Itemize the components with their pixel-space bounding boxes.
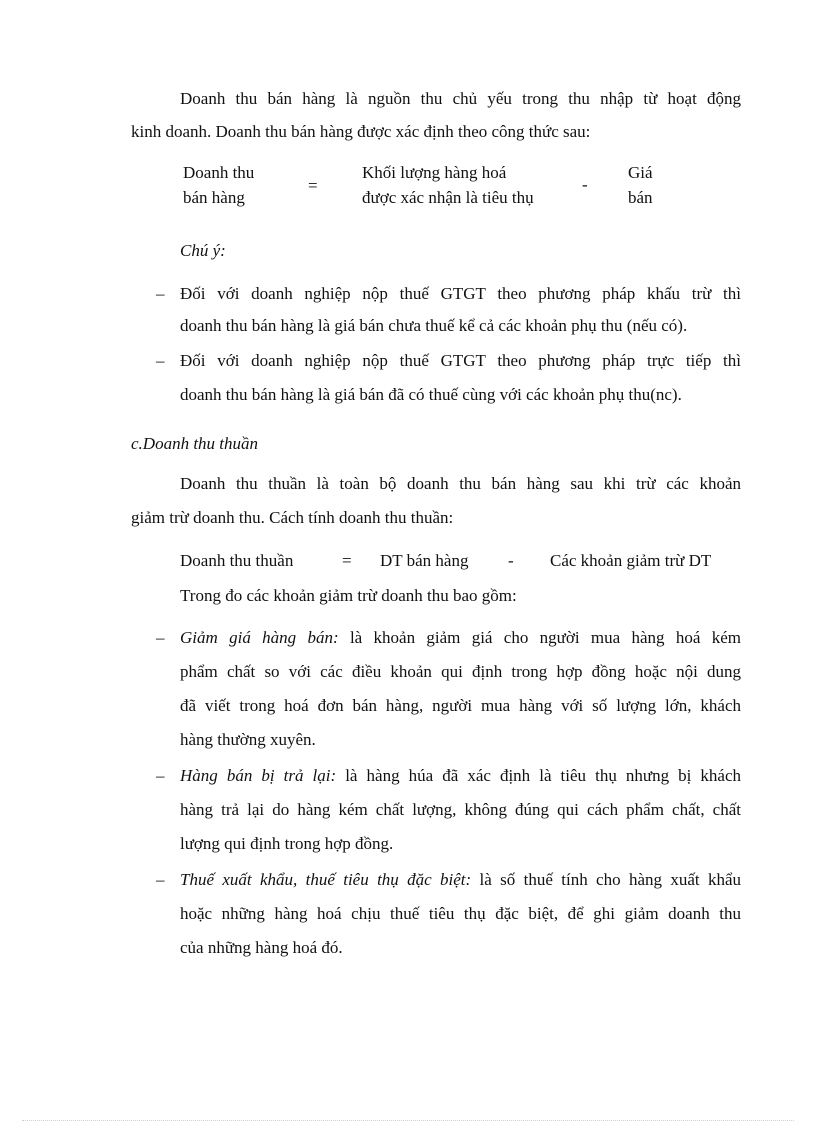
deduction-2-line1 [180, 765, 741, 787]
para1-line2: kinh doanh. Doanh thu bán hàng được xác định theo công thức sau: [131, 122, 591, 141]
formula1-mid-line2: được xác nhận là tiêu thụ [362, 188, 534, 207]
formula2-rhs: Các khoản giảm trừ DT [550, 551, 712, 570]
deductions-intro: Trong đo các khoản giảm trừ doanh thu bao gồm: [180, 586, 517, 605]
formula1-lhs-line1: Doanh thu [183, 163, 255, 182]
note-1-line2: doanh thu bán hàng là giá bán chưa thuế kể cả các khoản phụ thu (nếu có). [180, 316, 688, 335]
para2-line1: Doanh thu thuần là toàn bộ doanh thu bán hàng sau khi trừ các khoản [180, 474, 741, 493]
formula1-rhs-line1: Giá [628, 163, 653, 182]
deduction-2-line3: lượng qui định trong hợp đồng. [180, 834, 394, 853]
deduction-1-line3: đã viết trong hoá đơn bán hàng, người mua hàng với số lượng lớn, khách [180, 696, 741, 715]
deduction-2-term: Hàng bán bị trả lại: [180, 766, 337, 785]
deduction-3-line3: của những hàng hoá đó. [180, 938, 343, 957]
deduction-2-dash: – [156, 766, 165, 785]
deduction-3-line1-rest: là số thuế tính cho hàng xuất khẩu [471, 870, 741, 889]
note-2-line2: doanh thu bán hàng là giá bán đã có thuế cùng với các khoản phụ thu(nc). [180, 385, 682, 404]
page-bottom-rule [22, 1120, 794, 1121]
deduction-3-line2: hoặc những hàng hoá chịu thuế tiêu thụ đặc biệt, để ghi giảm doanh thu [180, 904, 741, 923]
deduction-3-line1 [180, 869, 741, 891]
note-2-dash: – [156, 351, 165, 370]
note-1-dash: – [156, 284, 165, 303]
deduction-2-line1-rest: là hàng húa đã xác định là tiêu thụ nhưng bị khách [336, 766, 741, 785]
deduction-1-dash: – [156, 628, 165, 647]
para2-line2: giảm trừ doanh thu. Cách tính doanh thu thuần: [131, 508, 454, 527]
formula1-mid-line1: Khối lượng hàng hoá [362, 163, 507, 182]
section-c-title: c.Doanh thu thuần [131, 434, 259, 453]
para1-line1: Doanh thu bán hàng là nguồn thu chủ yếu trong thu nhập từ hoạt động [180, 89, 741, 108]
deduction-1-line1-rest: là khoản giảm giá cho người mua hàng hoá kém [338, 628, 741, 647]
deduction-1-term: Giảm giá hàng bán: [180, 628, 339, 647]
deduction-2-line2: hàng trả lại do hàng kém chất lượng, không đúng qui cách phẩm chất, chất [180, 800, 741, 819]
deduction-1-line2: phẩm chất so với các điều khoản qui định trong hợp đồng hoặc nội dung [180, 662, 741, 681]
formula2-lhs: Doanh thu thuần [180, 551, 294, 570]
deduction-1-line1 [180, 627, 741, 649]
deduction-3-term: Thuế xuất khẩu, thuế tiêu thụ đặc biệt: [180, 870, 472, 889]
note-2-line1: Đối với doanh nghiệp nộp thuế GTGT theo phương pháp trực tiếp thì [180, 351, 741, 370]
deduction-1-line4: hàng thường xuyên. [180, 730, 316, 749]
formula1-rhs-line2: bán [628, 188, 653, 207]
formula2-mid: DT bán hàng [380, 551, 469, 570]
deduction-3-dash: – [156, 870, 165, 889]
formula1-minus: - [582, 175, 588, 194]
note-1-line1: Đối với doanh nghiệp nộp thuế GTGT theo phương pháp khấu trừ thì [180, 284, 741, 303]
formula2-equals: = [342, 551, 352, 570]
formula1-lhs-line2: bán hàng [183, 188, 245, 207]
formula1-equals: = [308, 176, 318, 195]
note-title: Chú ý: [180, 241, 226, 260]
formula2-minus: - [508, 551, 514, 570]
